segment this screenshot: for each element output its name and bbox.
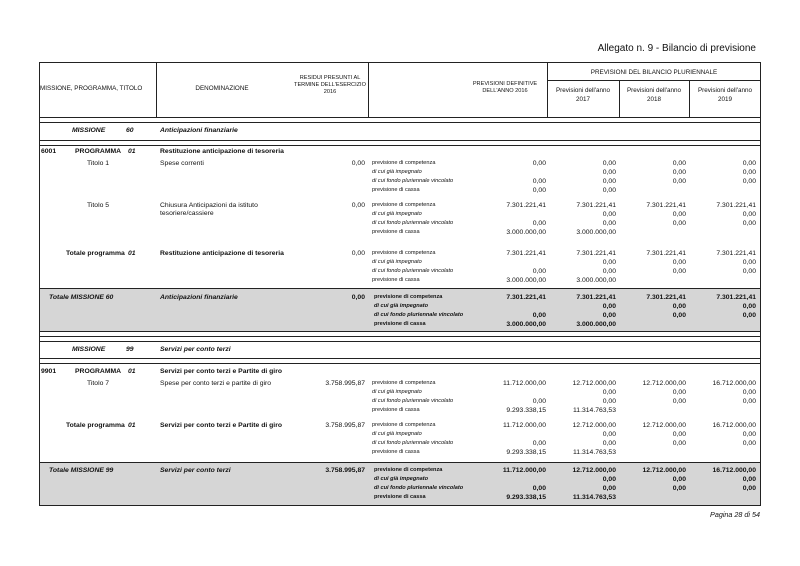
missione-name: Servizi per conto terzi [160, 346, 231, 353]
label-impegnato: di cui già impegnato [372, 211, 422, 217]
residui-value: 0,00 [351, 250, 365, 257]
imp-2019: 0,00 [742, 476, 756, 483]
fpv-2018: 0,00 [672, 220, 686, 227]
fpv-2017: 0,00 [602, 485, 616, 492]
imp-2017: 0,00 [602, 259, 616, 266]
titolo-label: Titolo 1 [87, 160, 110, 167]
label-competenza: previsione di competenza [374, 467, 443, 473]
header-residui-1: RESIDUI PRESUNTI AL [299, 75, 361, 81]
label-impegnato: di cui già impegnato [372, 431, 422, 437]
header-anno-2018-label: Previsioni dell'anno [626, 87, 682, 94]
header-residui-2: TERMINE DELL'ESERCIZIO [294, 82, 366, 88]
imp-2019: 0,00 [742, 303, 756, 310]
label-fpv: di cui fondo pluriennale vincolato [372, 440, 454, 446]
imp-2017: 0,00 [602, 211, 616, 218]
totale-programma-name: Servizi per conto terzi e Partite di giro [160, 422, 282, 429]
document-title: Allegato n. 9 - Bilancio di previsione [597, 43, 756, 54]
comp-2016: 11.712.000,00 [502, 467, 546, 474]
comp-2017: 7.301.221,41 [576, 250, 616, 257]
comp-2017: 12.712.000,00 [572, 467, 616, 474]
totale-programma-number: 01 [128, 250, 136, 257]
header-prev-def-2: DELL'ANNO 2016 [482, 88, 528, 94]
label-cassa: previsione di cassa [372, 449, 420, 455]
label-cassa: previsione di cassa [372, 187, 420, 193]
cassa-2017: 3.000.000,00 [576, 321, 616, 328]
missione-name: Anticipazioni finanziarie [160, 127, 238, 134]
comp-2017: 12.712.000,00 [572, 422, 616, 429]
header-anno-2019-label: Previsioni dell'anno [697, 87, 753, 94]
label-fpv: di cui fondo pluriennale vincolato [372, 268, 454, 274]
comp-2016: 11.712.000,00 [503, 380, 546, 387]
label-fpv: di cui fondo pluriennale vincolato [372, 220, 454, 226]
residui-value: 3.758.995,87 [325, 467, 365, 474]
residui-value: 3.758.995,87 [325, 422, 365, 429]
fpv-2018: 0,00 [672, 312, 686, 319]
programma-number: 01 [128, 148, 136, 155]
residui-value: 0,00 [351, 202, 365, 209]
totale-programma-label: Totale programma [66, 422, 125, 429]
comp-2018: 0,00 [672, 160, 686, 167]
cassa-2017: 0,00 [602, 187, 616, 194]
fpv-2017: 0,00 [602, 178, 616, 185]
fpv-2019: 0,00 [742, 398, 756, 405]
fpv-2016: 0,00 [532, 178, 546, 185]
imp-2017: 0,00 [602, 476, 616, 483]
label-impegnato: di cui già impegnato [372, 389, 422, 395]
imp-2019: 0,00 [742, 169, 756, 176]
programma-label: PROGRAMMA [75, 368, 122, 375]
cassa-2016: 3.000.000,00 [506, 277, 546, 284]
fpv-2017: 0,00 [602, 220, 616, 227]
label-cassa: previsione di cassa [372, 277, 420, 283]
missione-label: MISSIONE [72, 127, 106, 134]
fpv-2017: 0,00 [602, 268, 616, 275]
header-residui-3: 2016 [323, 89, 337, 95]
residui-value: 0,00 [351, 294, 365, 301]
header-anno-2018-year: 2018 [646, 96, 661, 103]
cassa-2016: 9.293.338,15 [506, 494, 546, 501]
imp-2019: 0,00 [742, 431, 756, 438]
cassa-2017: 3.000.000,00 [576, 229, 616, 236]
totale-missione-label: Totale MISSIONE 99 [49, 467, 114, 474]
cassa-2016: 0,00 [532, 187, 546, 194]
fpv-2018: 0,00 [672, 440, 686, 447]
comp-2019: 16.712.000,00 [712, 380, 756, 387]
fpv-2018: 0,00 [672, 398, 686, 405]
page-number: Pagina 28 di 54 [710, 510, 760, 519]
imp-2018: 0,00 [672, 169, 686, 176]
missione-number: 99 [126, 346, 134, 353]
comp-2019: 16.712.000,00 [712, 422, 756, 429]
comp-2016: 7.301.221,41 [506, 294, 546, 301]
label-competenza: previsione di competenza [372, 422, 436, 428]
label-competenza: previsione di competenza [374, 294, 443, 300]
denominazione-line-2: tesoriere/cassiere [160, 210, 214, 217]
fpv-2016: 0,00 [532, 312, 546, 319]
label-cassa: previsione di cassa [372, 229, 420, 235]
fpv-2016: 0,00 [532, 485, 546, 492]
comp-2019: 16.712.000,00 [712, 467, 756, 474]
cassa-2017: 3.000.000,00 [576, 277, 616, 284]
fpv-2019: 0,00 [742, 178, 756, 185]
imp-2017: 0,00 [602, 389, 616, 396]
label-competenza: previsione di competenza [372, 160, 436, 166]
fpv-2016: 0,00 [532, 398, 546, 405]
header-missione: MISSIONE, PROGRAMMA, TITOLO [40, 85, 143, 92]
fpv-2019: 0,00 [742, 440, 756, 447]
fpv-2019: 0,00 [742, 268, 756, 275]
label-competenza: previsione di competenza [372, 250, 436, 256]
header-anno-2019-year: 2019 [717, 96, 732, 103]
totale-missione-label: Totale MISSIONE 60 [49, 294, 114, 301]
totale-programma-number: 01 [128, 422, 136, 429]
fpv-2019: 0,00 [742, 220, 756, 227]
label-impegnato: di cui già impegnato [374, 476, 429, 482]
label-impegnato: di cui già impegnato [374, 303, 429, 309]
denominazione: Spese per conto terzi e partite di giro [160, 380, 272, 387]
comp-2019: 7.301.221,41 [716, 294, 756, 301]
fpv-2018: 0,00 [672, 268, 686, 275]
programma-name: Servizi per conto terzi e Partite di giro [160, 368, 282, 375]
fpv-2018: 0,00 [672, 178, 686, 185]
fpv-2019: 0,00 [742, 312, 756, 319]
comp-2017: 7.301.221,41 [576, 294, 616, 301]
header-pluriennale: PREVISIONI DEL BILANCIO PLURIENNALE [590, 69, 718, 76]
label-fpv: di cui fondo pluriennale vincolato [374, 312, 464, 318]
programma-code: 6001 [41, 148, 57, 155]
missione-number: 60 [126, 127, 134, 134]
imp-2017: 0,00 [602, 303, 616, 310]
totale-missione-name: Anticipazioni finanziarie [160, 294, 238, 301]
imp-2019: 0,00 [742, 259, 756, 266]
comp-2018: 7.301.221,41 [646, 294, 686, 301]
imp-2019: 0,00 [742, 211, 756, 218]
fpv-2016: 0,00 [532, 440, 546, 447]
denominazione-line-1: Chiusura Anticipazioni da istituto [160, 202, 258, 209]
comp-2019: 7.301.221,41 [716, 202, 756, 209]
comp-2016: 11.712.000,00 [503, 422, 546, 429]
imp-2018: 0,00 [672, 389, 686, 396]
label-cassa: previsione di cassa [374, 321, 426, 327]
comp-2018: 7.301.221,41 [646, 202, 686, 209]
imp-2017: 0,00 [602, 169, 616, 176]
label-competenza: previsione di competenza [372, 202, 436, 208]
label-competenza: previsione di competenza [372, 380, 436, 386]
cassa-2016: 3.000.000,00 [506, 229, 546, 236]
denominazione: Spese correnti [160, 160, 204, 167]
totale-programma-name: Restituzione anticipazione di tesoreria [160, 250, 284, 257]
header-anno-2017-year: 2017 [575, 96, 590, 103]
header-anno-2017-label: Previsioni dell'anno [555, 87, 611, 94]
imp-2018: 0,00 [672, 476, 686, 483]
comp-2018: 12.712.000,00 [642, 380, 686, 387]
label-impegnato: di cui già impegnato [372, 169, 422, 175]
imp-2019: 0,00 [742, 389, 756, 396]
cassa-2016: 9.293.338,15 [506, 449, 546, 456]
cassa-2016: 3.000.000,00 [506, 321, 546, 328]
comp-2016: 0,00 [532, 160, 546, 167]
programma-name: Restituzione anticipazione di tesoreria [160, 148, 284, 155]
imp-2018: 0,00 [672, 259, 686, 266]
comp-2017: 7.301.221,41 [576, 202, 616, 209]
fpv-2019: 0,00 [742, 485, 756, 492]
programma-label: PROGRAMMA [75, 148, 122, 155]
fpv-2016: 0,00 [532, 220, 546, 227]
cassa-2017: 11.314.763,53 [572, 494, 616, 501]
label-impegnato: di cui già impegnato [372, 259, 422, 265]
cassa-2017: 11.314.763,53 [573, 407, 616, 414]
residui-value: 3.758.995,87 [325, 380, 365, 387]
totale-missione-name: Servizi per conto terzi [160, 467, 231, 474]
comp-2019: 0,00 [742, 160, 756, 167]
comp-2016: 7.301.221,41 [506, 202, 546, 209]
comp-2017: 0,00 [602, 160, 616, 167]
totale-programma-label: Totale programma [66, 250, 125, 257]
programma-code: 9901 [41, 368, 57, 375]
fpv-2017: 0,00 [602, 312, 616, 319]
label-cassa: previsione di cassa [374, 494, 426, 500]
missione-label: MISSIONE [72, 346, 106, 353]
imp-2018: 0,00 [672, 303, 686, 310]
fpv-2017: 0,00 [602, 440, 616, 447]
fpv-2016: 0,00 [532, 268, 546, 275]
cassa-2016: 9.293.338,15 [506, 407, 546, 414]
titolo-label: Titolo 7 [87, 380, 110, 387]
header-prev-def-1: PREVISIONI DEFINITIVE [472, 81, 538, 87]
label-fpv: di cui fondo pluriennale vincolato [372, 178, 454, 184]
programma-number: 01 [128, 368, 136, 375]
fpv-2017: 0,00 [602, 398, 616, 405]
imp-2018: 0,00 [672, 431, 686, 438]
label-fpv: di cui fondo pluriennale vincolato [374, 485, 464, 491]
label-cassa: previsione di cassa [372, 407, 420, 413]
header-denominazione: DENOMINAZIONE [195, 85, 249, 92]
comp-2019: 7.301.221,41 [716, 250, 756, 257]
imp-2017: 0,00 [602, 431, 616, 438]
imp-2018: 0,00 [672, 211, 686, 218]
comp-2018: 12.712.000,00 [642, 422, 686, 429]
residui-value: 0,00 [351, 160, 365, 167]
titolo-label: Titolo 5 [87, 202, 110, 209]
label-fpv: di cui fondo pluriennale vincolato [372, 398, 454, 404]
comp-2016: 7.301.221,41 [506, 250, 546, 257]
comp-2018: 7.301.221,41 [646, 250, 686, 257]
fpv-2018: 0,00 [672, 485, 686, 492]
comp-2017: 12.712.000,00 [572, 380, 616, 387]
cassa-2017: 11.314.763,53 [573, 449, 616, 456]
comp-2018: 12.712.000,00 [642, 467, 686, 474]
